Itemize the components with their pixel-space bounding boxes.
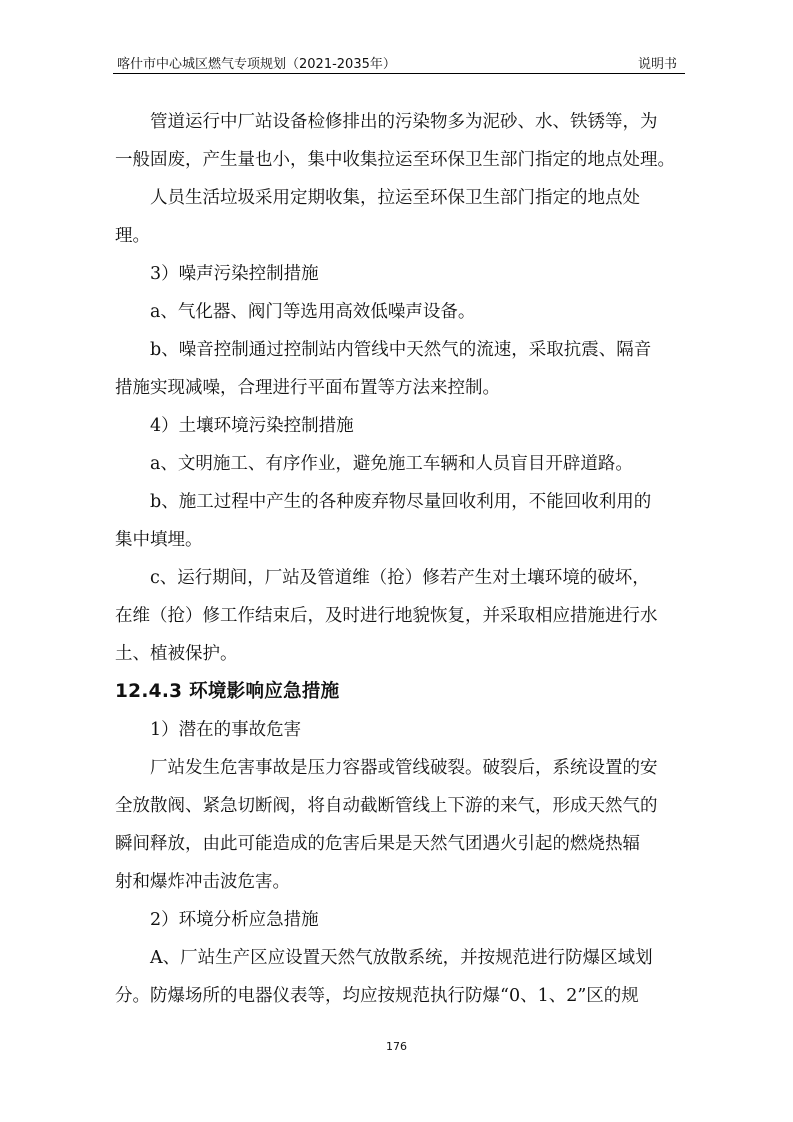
paragraph-line: 在维（抢）修工作结束后，及时进行地貌恢复，并采取相应措施进行水 — [115, 606, 658, 626]
paragraph-line: a、文明施工、有序作业，避免施工车辆和人员盲目开辟道路。 — [150, 454, 633, 474]
paragraph-line: A、厂站生产区应设置天然气放散系统，并按规范进行防爆区域划 — [150, 948, 653, 968]
paragraph-line: 集中填埋。 — [115, 530, 203, 550]
paragraph-line: 人员生活垃圾采用定期收集，拉运至环保卫生部门指定的地点处 — [150, 188, 640, 208]
paragraph-line: 瞬间释放，由此可能造成的危害后果是天然气团遇火引起的燃烧热辐 — [115, 834, 640, 854]
page-header — [113, 50, 685, 74]
subsection-title: 4）土壤环境污染控制措施 — [150, 416, 354, 436]
subsection-title: 2）环境分析应急措施 — [150, 910, 319, 930]
document-title: 喀什市中心城区燃气专项规划（2021-2035年） — [117, 57, 396, 72]
document-type: 说明书 — [637, 57, 677, 72]
paragraph-line: 措施实现减噪，合理进行平面布置等方法来控制。 — [115, 378, 500, 398]
paragraph-line: 全放散阀、紧急切断阀，将自动截断管线上下游的来气，形成天然气的 — [115, 796, 658, 816]
subsection-title: 3）噪声污染控制措施 — [150, 264, 319, 284]
section-heading: 12.4.3 环境影响应急措施 — [115, 681, 340, 702]
subsection-title: 1）潜在的事故危害 — [150, 720, 302, 740]
paragraph-line: 厂站发生危害事故是压力容器或管线破裂。破裂后，系统设置的安 — [150, 758, 658, 778]
paragraph-line: 分。防爆场所的电器仪表等，均应按规范执行防爆“0、1、2”区的规 — [115, 986, 639, 1006]
paragraph-line: 一般固废，产生量也小，集中收集拉运至环保卫生部门指定的地点处理。 — [115, 150, 675, 170]
page-body — [115, 103, 685, 1015]
paragraph-line: 射和爆炸冲击波危害。 — [115, 872, 290, 892]
paragraph-line: 管道运行中厂站设备检修排出的污染物多为泥砂、水、铁锈等，为 — [150, 112, 658, 132]
page-number: 176 — [386, 1040, 407, 1053]
paragraph-line: 土、植被保护。 — [115, 644, 238, 664]
paragraph-line: a、气化器、阀门等选用高效低噪声设备。 — [150, 302, 476, 322]
paragraph-line: 理。 — [115, 226, 150, 246]
paragraph-line: b、噪音控制通过控制站内管线中天然气的流速，采取抗震、隔音 — [150, 340, 652, 360]
paragraph-line: b、施工过程中产生的各种废弃物尽量回收利用，不能回收利用的 — [150, 492, 652, 512]
paragraph-line: c、运行期间，厂站及管道维（抢）修若产生对土壤环境的破坏， — [150, 568, 650, 588]
